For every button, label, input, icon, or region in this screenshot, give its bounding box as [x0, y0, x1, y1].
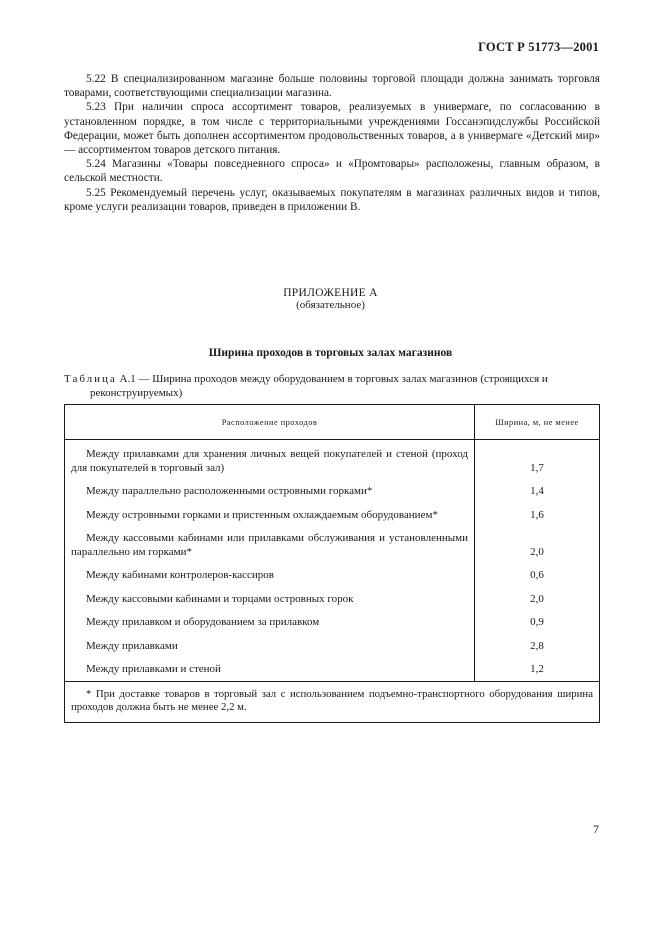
row-width: 1,7	[475, 440, 600, 477]
appendix-title: ПРИЛОЖЕНИЕ А	[283, 287, 378, 299]
table-footnote-row	[65, 681, 600, 722]
table-row	[65, 607, 600, 631]
table-row	[65, 500, 600, 524]
document-header: ГОСТ Р 51773—2001	[478, 40, 599, 54]
table-row	[65, 440, 600, 477]
column-header-location: Расположение проходов	[65, 405, 475, 440]
row-width: 0,6	[475, 560, 600, 584]
row-location: Между прилавками для хранения личных вещей покупателей и стеной (проход для покупателей в торговый зал)	[71, 448, 468, 474]
table-row	[65, 476, 600, 500]
table-row	[65, 654, 600, 681]
aisle-width-table	[64, 404, 600, 723]
row-location: Между кассовыми кабинами и торцами островных горок	[86, 592, 354, 605]
row-width: 2,8	[475, 631, 600, 655]
row-location: Между прилавками и стеной	[86, 663, 221, 675]
column-header-width: Ширина, м, не менее	[475, 405, 600, 440]
paragraph-5-25: 5.25 Рекомендуемый перечень услуг, оказываемых покупателям в магазинах различных видов и типов, кроме услуги реализации товаров, приведен в приложении В.	[64, 186, 600, 213]
row-width: 0,9	[475, 607, 600, 631]
row-width: 1,6	[475, 500, 600, 524]
row-width: 1,2	[475, 654, 600, 681]
row-width: 2,0	[475, 584, 600, 608]
paragraph-5-24: 5.24 Магазины «Товары повседневного спроса» и «Промтовары» расположены, главным образом, в сельской местности.	[64, 158, 600, 185]
row-location: Между прилавками	[86, 639, 178, 652]
row-location: Между параллельно расположенными островными горками*	[86, 485, 373, 497]
page-number: 7	[593, 822, 599, 836]
row-location: Между кабинами контролеров-кассиров	[86, 569, 274, 581]
row-location: Между островными горками и пристенным охлаждаемым оборудованием*	[86, 508, 438, 521]
appendix-heading	[0, 287, 661, 311]
body-paragraphs	[64, 72, 600, 214]
table-row	[65, 584, 600, 608]
table-row	[65, 631, 600, 655]
paragraph-5-22: 5.22 В специализированном магазине больше половины торговой площади должна занимать торговля товарами, соответствующими специализации магазина.	[64, 73, 600, 100]
table-row	[65, 523, 600, 560]
table-row	[65, 560, 600, 584]
paragraph-5-23: 5.23 При наличии спроса ассортимент товаров, реализуемых в универмаге, по согласованию в установленном порядке, в том числе с территориальными учреждениями Госсанэпидслужбы Российской Федерации, может быть дополнен ассортиментом продовольственных товаров, а в универмаге «Детский мир» — ассортиментом товаров детского питания.	[64, 101, 600, 157]
table-footnote: * При доставке товаров в торговый зал с использованием подъемно-транспортного оборудования ширина проходов должна быть не менее 2,2 м.	[71, 687, 593, 713]
table-caption-text: А.1 — Ширина проходов между оборудованием в торговых залах магазинов (строящихся и	[116, 373, 548, 385]
table-caption-continuation: реконструируемых)	[90, 387, 183, 399]
appendix-subtitle: (обязательное)	[296, 299, 365, 311]
table-caption-label: Таблица	[64, 373, 117, 385]
row-location: Между прилавком и оборудованием за прилавком	[86, 616, 320, 628]
table-header-row	[65, 405, 600, 440]
row-width: 2,0	[475, 523, 600, 560]
table-caption	[64, 372, 600, 400]
section-title: Ширина проходов в торговых залах магазинов	[208, 347, 453, 359]
row-width: 1,4	[475, 476, 600, 500]
row-location: Между кассовыми кабинами или прилавками обслуживания и установленными параллельно им горками*	[71, 532, 468, 558]
